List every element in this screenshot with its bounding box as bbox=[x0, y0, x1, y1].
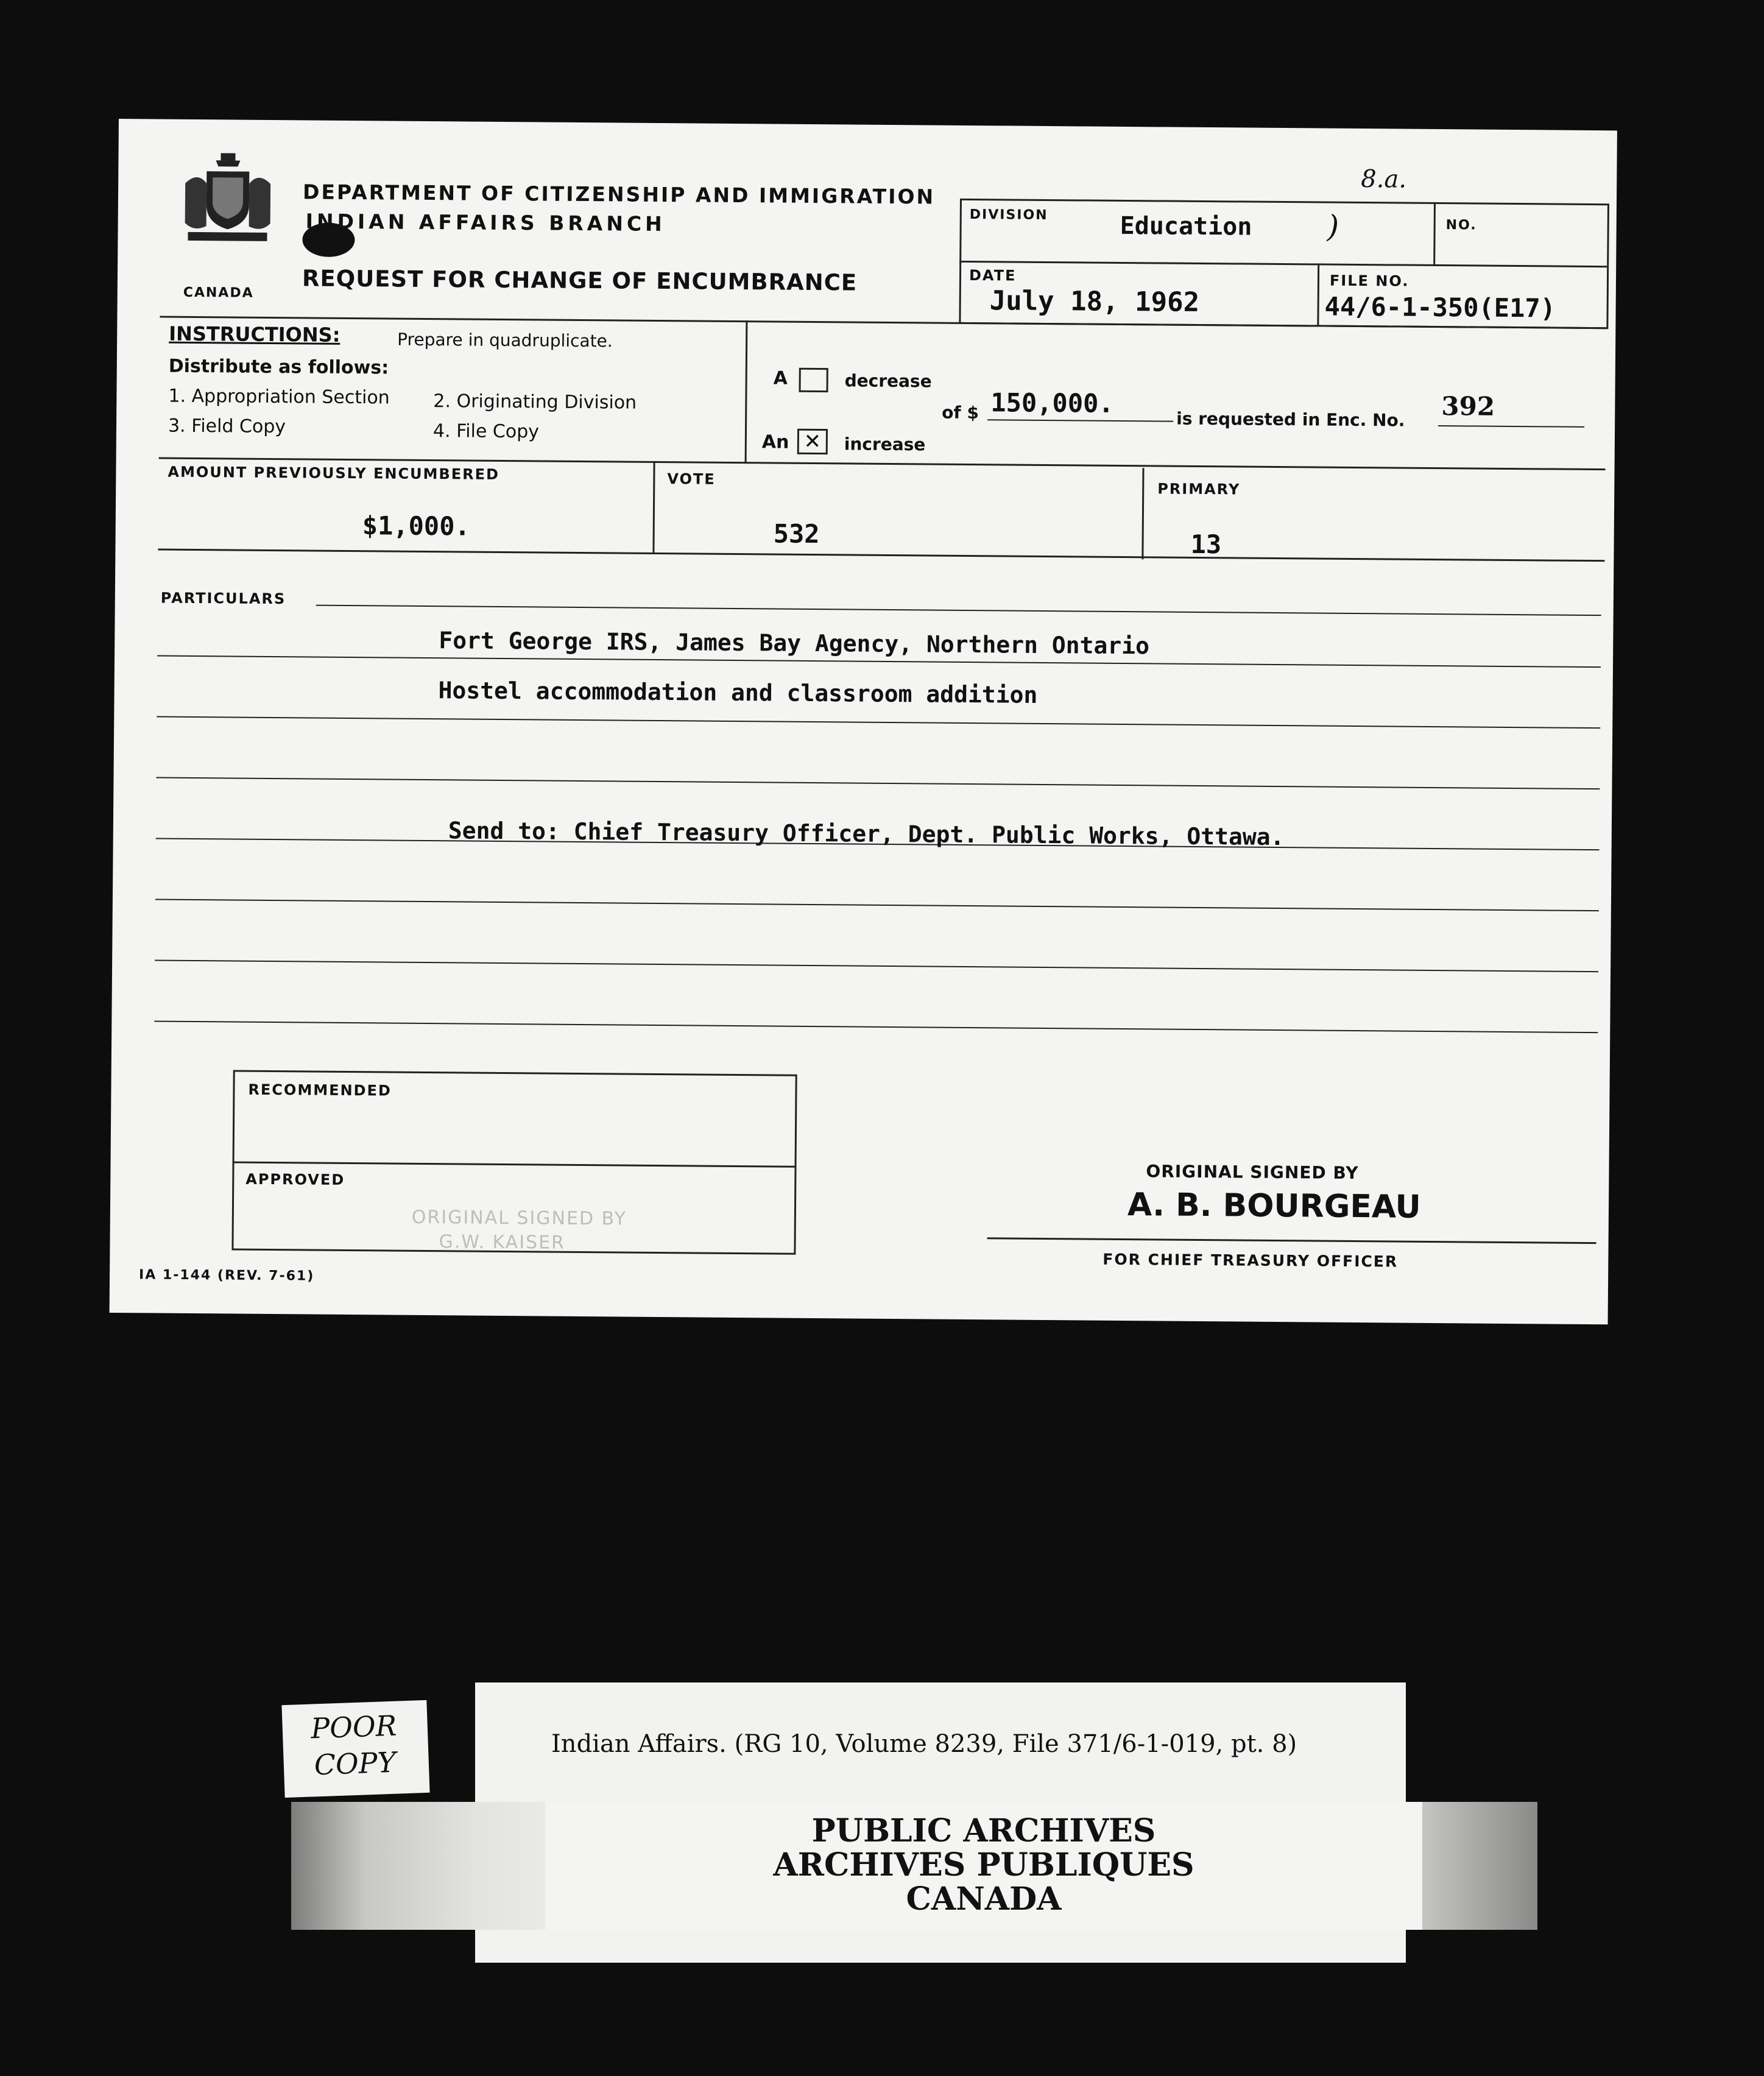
date-value: July 18, 1962 bbox=[989, 285, 1200, 318]
particulars-line3: Send to: Chief Treasury Officer, Dept. Public Works, Ottawa. bbox=[448, 817, 1285, 851]
encumbrance-form bbox=[110, 119, 1617, 1324]
approved-label: APPROVED bbox=[245, 1170, 345, 1188]
amount-value: 150,000. bbox=[990, 387, 1114, 418]
instructions-item1: 1. Appropriation Section bbox=[168, 385, 390, 409]
decrease-label: decrease bbox=[844, 370, 932, 392]
checked-x-icon: ✕ bbox=[803, 429, 822, 454]
coat-of-arms-icon bbox=[178, 147, 277, 254]
recommended-label: RECOMMENDED bbox=[248, 1081, 392, 1100]
citation-text: Indian Affairs. (RG 10, Volume 8239, File 371/6-1-019, pt. 8) bbox=[551, 1730, 1297, 1758]
an-label: An bbox=[761, 431, 789, 453]
date-label: DATE bbox=[968, 266, 1017, 284]
form-code: IA 1-144 (REV. 7-61) bbox=[138, 1267, 315, 1284]
archive-line2: ARCHIVES PUBLIQUES bbox=[773, 1846, 1194, 1884]
file-no-label: FILE NO. bbox=[1329, 272, 1409, 290]
particulars-line2: Hostel accommodation and classroom addition bbox=[438, 677, 1038, 708]
a-label: A bbox=[773, 367, 788, 389]
instructions-prepare: Prepare in quadruplicate. bbox=[397, 329, 613, 351]
file-no-value: 44/6-1-350(E17) bbox=[1324, 291, 1556, 323]
vote-value: 532 bbox=[773, 518, 820, 549]
instructions-item4: 4. File Copy bbox=[432, 420, 540, 443]
decrease-checkbox[interactable] bbox=[799, 368, 828, 392]
requested-label: is requested in Enc. No. bbox=[1176, 408, 1405, 431]
faded-stamp-line2: G.W. KAISER bbox=[439, 1231, 566, 1254]
previous-amount-value: $1,000. bbox=[362, 510, 470, 542]
increase-label: increase bbox=[844, 434, 926, 455]
signed-by-label: ORIGINAL SIGNED BY bbox=[1146, 1161, 1359, 1184]
poor-copy-text: POOR COPY bbox=[310, 1709, 398, 1782]
poor-copy-card bbox=[281, 1700, 429, 1798]
for-label: FOR CHIEF TREASURY OFFICER bbox=[1102, 1250, 1399, 1271]
instructions-item3: 3. Field Copy bbox=[168, 415, 286, 438]
handwritten-mark: ) bbox=[1327, 208, 1339, 244]
archive-line3: CANADA bbox=[906, 1880, 1062, 1918]
form-title: REQUEST FOR CHANGE OF ENCUMBRANCE bbox=[302, 265, 858, 296]
branch-title: INDIAN AFFAIRS BRANCH bbox=[305, 209, 666, 236]
country-label: CANADA bbox=[183, 284, 254, 301]
division-label: DIVISION bbox=[969, 207, 1048, 223]
particulars-label: PARTICULARS bbox=[160, 589, 286, 608]
department-title: DEPARTMENT OF CITIZENSHIP AND IMMIGRATION bbox=[302, 180, 936, 209]
of-label: of $ bbox=[942, 402, 979, 423]
instructions-distribute: Distribute as follows: bbox=[168, 355, 389, 379]
primary-value: 13 bbox=[1190, 529, 1222, 560]
increase-checkbox[interactable] bbox=[797, 429, 828, 454]
previous-amount-label: AMOUNT PREVIOUSLY ENCUMBERED bbox=[168, 463, 500, 483]
particulars-line1: Fort George IRS, James Bay Agency, Northern Ontario bbox=[439, 627, 1150, 660]
primary-label: PRIMARY bbox=[1157, 480, 1241, 498]
instructions-heading: INSTRUCTIONS: bbox=[169, 322, 340, 347]
instructions-item2: 2. Originating Division bbox=[433, 390, 637, 414]
archive-line1: PUBLIC ARCHIVES bbox=[811, 1812, 1156, 1849]
signer-name: A. B. BOURGEAU bbox=[1127, 1187, 1422, 1226]
faded-stamp-line1: ORIGINAL SIGNED BY bbox=[411, 1206, 627, 1230]
division-value: Education bbox=[1120, 211, 1252, 241]
enc-no-value: 392 bbox=[1441, 391, 1495, 422]
no-label: NO. bbox=[1445, 217, 1477, 233]
handwritten-note: 8.a. bbox=[1361, 165, 1407, 194]
vote-label: VOTE bbox=[667, 470, 716, 488]
